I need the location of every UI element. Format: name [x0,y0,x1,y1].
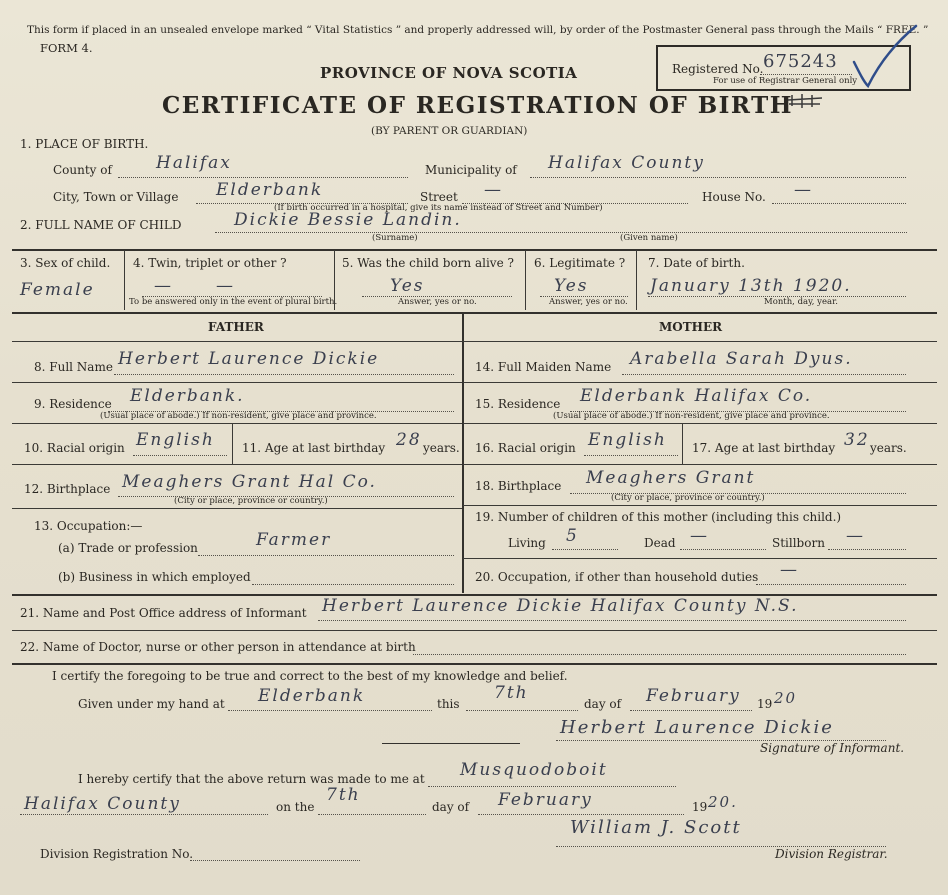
father-name-line [114,374,454,375]
registered-number: 675243 [763,51,838,72]
father-birthplace-label: 12. Birthplace [24,482,111,496]
mother-birthplace-note: (City or place, province or country.) [611,493,765,503]
mother-residence-value: Elderbank Halifax Co. [580,386,813,406]
return-place-line [428,786,676,787]
alive-note: Answer, yes or no. [398,297,477,307]
father-trade-line [198,555,454,556]
father-rule-1 [12,382,462,383]
parents-top-rule [12,312,937,314]
given-place-value: Elderbank [258,686,366,706]
living-label: Living [508,536,546,550]
registrar-caption: Division Registrar. [775,847,888,861]
father-age-value: 28 [396,430,422,450]
on-the-label: on the [276,800,315,814]
parents-heading-rule [12,341,937,342]
registrar-month-line [478,814,684,815]
municipality-value: Halifax County [548,153,705,173]
given-month-value: February [646,686,741,706]
certificate-title: CERTIFICATE OF REGISTRATION OF BIRTH [162,92,793,119]
certify-text: I certify the foregoing to be true and correct to the best of my knowledge and belief. [52,669,568,683]
given-label: Given under my hand at [78,697,225,711]
registrar-day-line [318,814,426,815]
registrar-day-value: 7th [326,785,361,805]
registrar-county-value: Halifax County [24,794,181,814]
return-text: I hereby certify that the above return was made to me at [78,772,425,786]
given-day-value: 7th [494,683,529,703]
mail-notice: This form if placed in an unsealed envelope marked “ Vital Statistics ” and properly addressed will, by order of the Postmaster General pass through the Mails “ FREE. ” [27,24,929,36]
alive-value: Yes [390,276,425,296]
mother-years-label: years. [870,441,907,455]
father-birthplace-value: Meaghers Grant Hal Co. [122,472,377,492]
registered-number-line [760,74,852,75]
stillborn-value: — [846,526,865,546]
mother-age-label: 17. Age at last birthday [692,441,836,455]
father-rule-4 [12,508,462,509]
legit-note: Answer, yes or no. [549,297,628,307]
row3-divider-4 [636,250,637,310]
division-registration-line [190,860,360,861]
dob-note: Month, day, year. [764,297,838,307]
place-of-birth-label: 1. PLACE OF BIRTH. [20,137,149,151]
mother-maiden-label: 14. Full Maiden Name [475,360,612,374]
row3-divider-1 [124,250,125,310]
father-name-label: 8. Full Name [34,360,113,374]
registered-label: Registered No. [672,62,764,76]
living-value: 5 [566,526,579,546]
form-number: FORM 4. [40,41,93,55]
province-heading: PROVINCE OF NOVA SCOTIA [320,64,578,82]
certification-divider [382,743,520,744]
surname-note: (Surname) [372,233,418,243]
county-label: County of [53,163,112,177]
city-value: Elderbank [216,180,324,200]
return-place-value: Musquodoboit [460,760,608,780]
twin-note: To be answered only in the event of plural birth. [129,297,338,307]
informant-value: Herbert Laurence Dickie Halifax County N.S. [322,596,799,616]
father-residence-note: (Usual place of abode.) If non-resident, give place and province. [100,411,377,421]
sex-value: Female [20,280,95,300]
child-name-label: 2. FULL NAME OF CHILD [20,218,182,232]
county-value: Halifax [156,153,232,173]
mother-birthplace-value: Meaghers Grant [586,468,756,488]
parents-center-divider [462,313,464,593]
mother-rule-2 [463,423,937,424]
registrar-note: For use of Registrar General only [713,76,858,86]
checkmark-icon [850,22,920,90]
doctor-line [413,654,906,655]
dob-value: January 13th 1920. [650,276,852,296]
living-line [552,549,618,550]
stillborn-line [828,549,906,550]
house-label: House No. [702,190,766,204]
father-occupation-label: 13. Occupation:— [34,519,143,533]
registrar-day-of-label: day of [432,800,470,814]
father-business-line [252,584,454,585]
mother-racial-value: English [588,430,667,450]
given-year-value: 20 [774,689,798,707]
dead-value: — [690,526,709,546]
father-rule-2 [12,423,462,424]
certificate-subtitle: (BY PARENT OR GUARDIAN) [371,125,528,137]
mother-age-divider [682,424,683,464]
sex-label: 3. Sex of child. [20,256,111,270]
mother-racial-label: 16. Racial origin [475,441,576,455]
mother-residence-note: (Usual place of abode.) If non-resident, give place and province. [553,411,830,421]
doctor-bottom-rule [12,663,937,665]
doctor-label: 22. Name of Doctor, nurse or other person in attendance at birth [20,640,416,654]
father-years-label: years. [423,441,460,455]
dead-label: Dead [644,536,676,550]
house-value: — [794,180,813,200]
father-residence-value: Elderbank. [130,386,245,406]
mother-occupation-value: — [780,560,799,580]
hospital-note: (If birth occurred in a hospital, give its name instead of Street and Number) [274,203,603,213]
street-value: — [484,180,503,200]
father-business-label: (b) Business in which employed [58,570,251,584]
legit-label: 6. Legitimate ? [534,256,626,270]
registrar-month-value: February [498,790,593,810]
mother-residence-label: 15. Residence [475,397,561,411]
father-age-label: 11. Age at last birthday [242,441,386,455]
given-year-prefix: 19 [757,697,773,711]
father-birthplace-note: (City or place, province or country.) [174,496,328,506]
stillborn-label: Stillborn [772,536,825,550]
twin-value-2: — [216,276,235,296]
father-racial-label: 10. Racial origin [24,441,125,455]
registrar-year-prefix: 19 [692,800,708,814]
father-trade-value: Farmer [256,530,332,550]
alive-label: 5. Was the child born alive ? [342,256,514,270]
informant-signature: Herbert Laurence Dickie [560,717,834,738]
mother-maiden-line [622,374,906,375]
father-racial-value: English [136,430,215,450]
dob-label: 7. Date of birth. [648,256,745,270]
mother-children-label: 19. Number of children of this mother (including this child.) [475,510,842,524]
father-racial-line [133,455,227,456]
registrar-signature: William J. Scott [570,817,742,838]
mother-occupation-line [756,584,906,585]
mother-age-value: 32 [844,430,870,450]
father-trade-label: (a) Trade or profession [58,541,198,555]
informant-rule [12,630,937,631]
street-label: Street [420,190,458,204]
informant-line [318,620,906,621]
municipality-label: Municipality of [425,163,517,177]
registrar-year-value: 20. [708,793,738,811]
given-place-line [228,710,432,711]
given-month-line [630,710,752,711]
city-label: City, Town or Village [53,190,179,204]
registrar-county-line [20,814,268,815]
dead-line [680,549,766,550]
father-residence-label: 9. Residence [34,397,112,411]
father-age-divider [232,424,233,464]
mother-heading: MOTHER [659,320,723,334]
house-line [772,203,906,204]
child-name-value: Dickie Bessie Landin. [234,210,462,230]
mother-rule-1 [463,382,937,383]
informant-signature-caption: Signature of Informant. [760,741,905,755]
mother-rule-3 [463,464,937,465]
mother-rule-4 [463,505,937,506]
father-name-value: Herbert Laurence Dickie [118,349,380,369]
row3-top-rule [12,249,937,251]
row3-divider-3 [525,250,526,310]
father-rule-3 [12,464,462,465]
mother-racial-line [584,455,678,456]
informant-label: 21. Name and Post Office address of Informant [20,606,307,620]
mother-rule-5 [463,558,937,559]
county-line [118,177,408,178]
municipality-line [530,177,906,178]
mother-birthplace-label: 18. Birthplace [475,479,562,493]
child-name-line [215,232,907,233]
twin-label: 4. Twin, triplet or other ? [133,256,287,270]
father-heading: FATHER [208,320,264,334]
mother-maiden-value: Arabella Sarah Dyus. [630,349,853,369]
given-day-of-label: day of [584,697,622,711]
mother-occupation-label: 20. Occupation, if other than household duties [475,570,759,584]
division-registration-label: Division Registration No. [40,847,194,861]
twin-value: — [154,276,173,296]
legit-value: Yes [554,276,589,296]
stamp-mark-icon [786,92,826,110]
given-name-note: (Given name) [620,233,678,243]
given-day-line [466,710,578,711]
this-label: this [437,697,460,711]
